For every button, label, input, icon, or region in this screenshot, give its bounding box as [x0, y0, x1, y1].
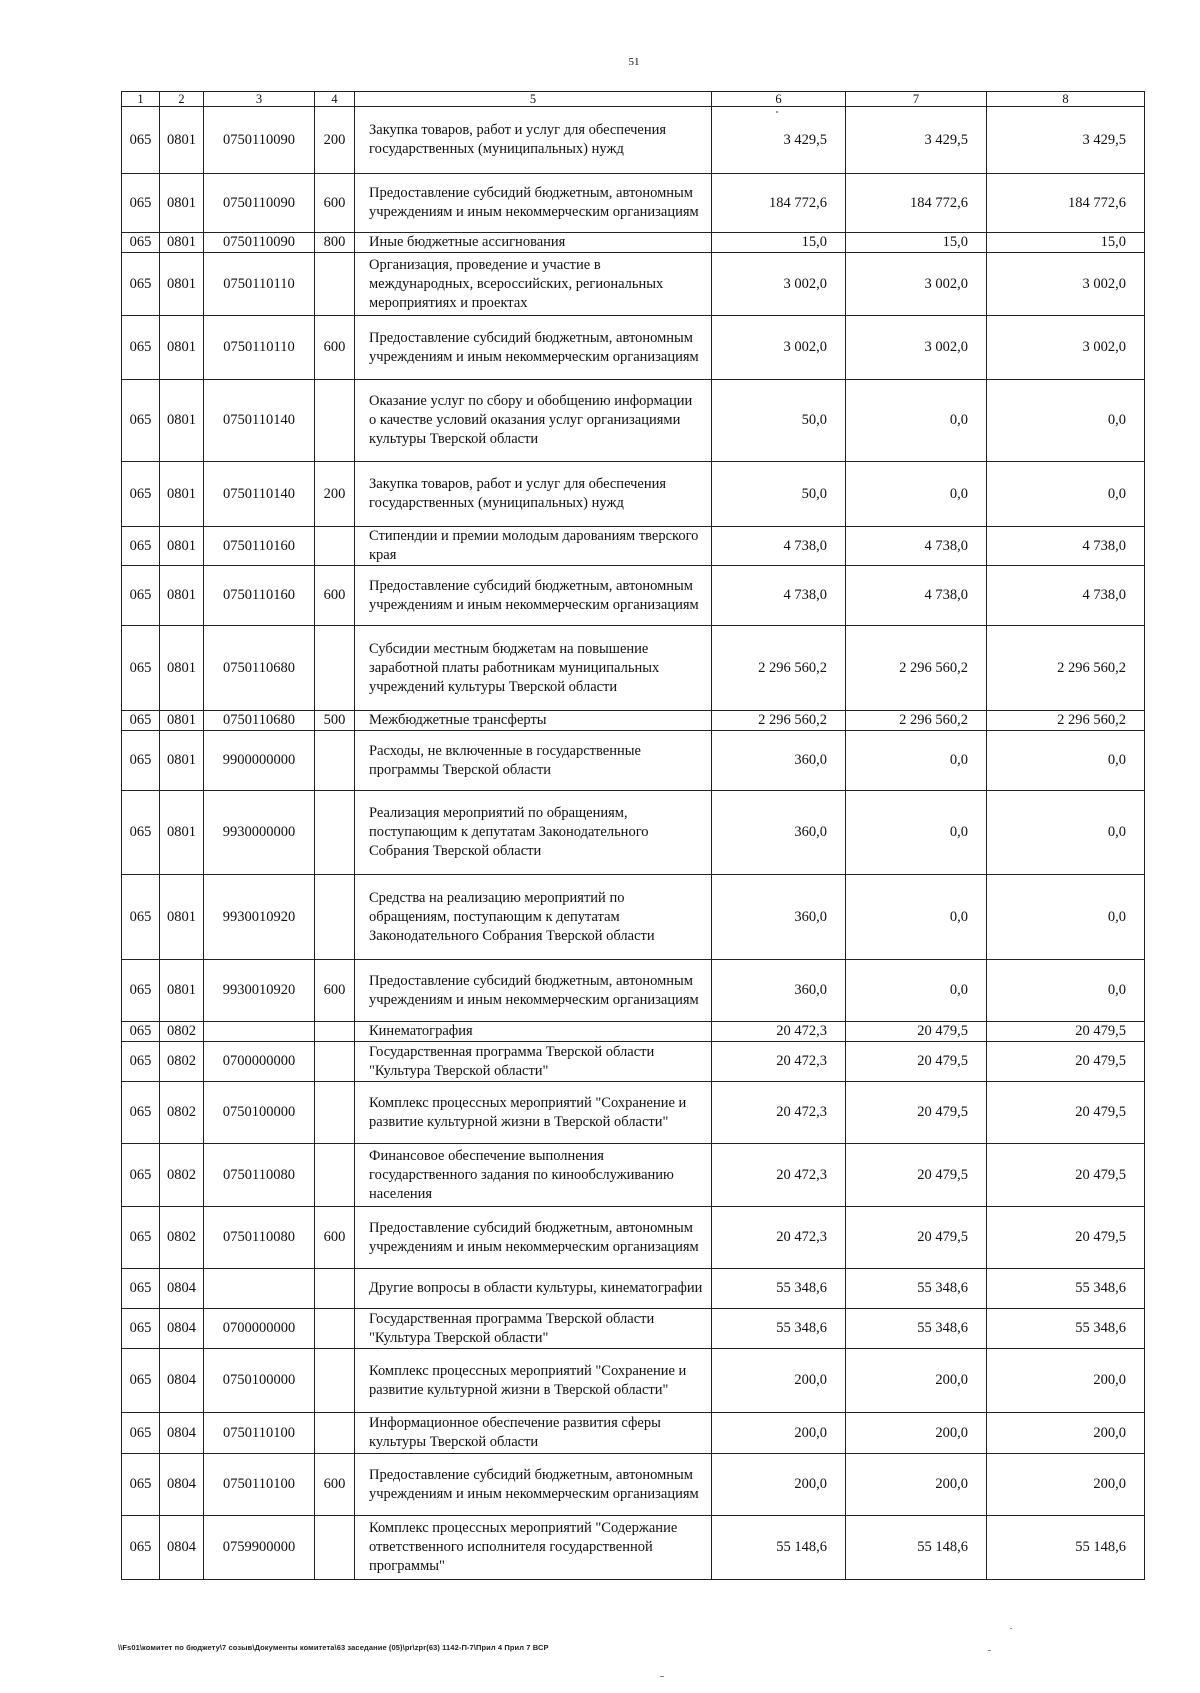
- cell-value-col6: 50,0: [712, 380, 846, 462]
- cell-expense-type: 500: [315, 711, 355, 731]
- cell-value-col7: 55 348,6: [846, 1269, 987, 1309]
- cell-value-col8: 4 738,0: [987, 566, 1145, 626]
- cell-section: 0804: [160, 1269, 204, 1309]
- cell-value-col8: 184 772,6: [987, 174, 1145, 233]
- cell-name: Предоставление субсидий бюджетным, автономным учреждениям и иным некоммерческим организациям: [355, 316, 712, 380]
- cell-target-article: 0750110140: [204, 462, 315, 527]
- cell-name: Расходы, не включенные в государственные программы Тверской области: [355, 731, 712, 791]
- table-row: [122, 462, 1145, 527]
- cell-value-col6: 2 296 560,2: [712, 626, 846, 711]
- table-row: [122, 1042, 1145, 1082]
- cell-expense-type: [315, 380, 355, 462]
- cell-value-col8: 3 002,0: [987, 253, 1145, 316]
- cell-name: Оказание услуг по сбору и обобщению информации о качестве условий оказания услуг организациями культуры Тверской области: [355, 380, 712, 462]
- cell-value-col7: 3 002,0: [846, 253, 987, 316]
- cell-target-article: 0750100000: [204, 1082, 315, 1144]
- cell-value-col6: 15,0: [712, 233, 846, 253]
- cell-section: 0804: [160, 1454, 204, 1516]
- cell-expense-type: [315, 1309, 355, 1349]
- table-row: [122, 1144, 1145, 1207]
- cell-target-article: 0750110160: [204, 566, 315, 626]
- cell-chapter: 065: [122, 960, 160, 1022]
- table-row: [122, 174, 1145, 233]
- cell-value-col7: 4 738,0: [846, 566, 987, 626]
- cell-section: 0801: [160, 566, 204, 626]
- table-row: [122, 253, 1145, 316]
- cell-expense-type: [315, 1413, 355, 1454]
- cell-chapter: 065: [122, 233, 160, 253]
- cell-expense-type: 600: [315, 960, 355, 1022]
- header-cell-5: 5: [355, 92, 712, 107]
- cell-value-col6: 360,0: [712, 960, 846, 1022]
- header-row: [122, 92, 1145, 107]
- cell-chapter: 065: [122, 527, 160, 566]
- cell-value-col8: 2 296 560,2: [987, 711, 1145, 731]
- cell-section: 0801: [160, 711, 204, 731]
- cell-value-col7: 184 772,6: [846, 174, 987, 233]
- cell-value-col8: 0,0: [987, 960, 1145, 1022]
- cell-chapter: 065: [122, 380, 160, 462]
- table-row: [122, 1413, 1145, 1454]
- cell-expense-type: [315, 1082, 355, 1144]
- cell-chapter: 065: [122, 107, 160, 174]
- cell-section: 0801: [160, 791, 204, 875]
- cell-expense-type: 600: [315, 566, 355, 626]
- cell-value-col6: 2 296 560,2: [712, 711, 846, 731]
- cell-target-article: [204, 1269, 315, 1309]
- cell-value-col7: 0,0: [846, 462, 987, 527]
- cell-chapter: 065: [122, 462, 160, 527]
- cell-chapter: 065: [122, 253, 160, 316]
- cell-target-article: 0750110140: [204, 380, 315, 462]
- cell-value-col6: 50,0: [712, 462, 846, 527]
- cell-value-col6: 360,0: [712, 875, 846, 960]
- cell-value-col7: 20 479,5: [846, 1042, 987, 1082]
- cell-value-col8: 200,0: [987, 1454, 1145, 1516]
- cell-value-col8: 15,0: [987, 233, 1145, 253]
- cell-value-col6: 200,0: [712, 1349, 846, 1413]
- table-row: [122, 527, 1145, 566]
- cell-expense-type: [315, 731, 355, 791]
- cell-target-article: 0759900000: [204, 1516, 315, 1580]
- cell-name: Реализация мероприятий по обращениям, поступающим к депутатам Законодательного Собрания Тверской области: [355, 791, 712, 875]
- cell-section: 0801: [160, 174, 204, 233]
- cell-chapter: 065: [122, 1454, 160, 1516]
- header-cell-2: 2: [160, 92, 204, 107]
- cell-value-col7: 0,0: [846, 380, 987, 462]
- table-row: [122, 1082, 1145, 1144]
- table-row: [122, 107, 1145, 174]
- cell-section: 0801: [160, 626, 204, 711]
- cell-chapter: 065: [122, 316, 160, 380]
- cell-value-col6: 20 472,3: [712, 1144, 846, 1207]
- table-row: [122, 875, 1145, 960]
- cell-target-article: 9930010920: [204, 875, 315, 960]
- cell-value-col6: 360,0: [712, 791, 846, 875]
- cell-section: 0801: [160, 107, 204, 174]
- budget-table-container: [121, 91, 1144, 1580]
- cell-value-col8: 200,0: [987, 1349, 1145, 1413]
- cell-name: Средства на реализацию мероприятий по обращениям, поступающим к депутатам Законодательного Собрания Тверской области: [355, 875, 712, 960]
- cell-target-article: 0750110090: [204, 107, 315, 174]
- cell-value-col6: 184 772,6: [712, 174, 846, 233]
- cell-expense-type: [315, 626, 355, 711]
- cell-chapter: 065: [122, 731, 160, 791]
- cell-expense-type: 600: [315, 174, 355, 233]
- cell-value-col8: 0,0: [987, 462, 1145, 527]
- cell-name: Предоставление субсидий бюджетным, автономным учреждениям и иным некоммерческим организациям: [355, 174, 712, 233]
- scan-speck: [776, 111, 778, 113]
- cell-value-col7: 2 296 560,2: [846, 711, 987, 731]
- cell-section: 0801: [160, 462, 204, 527]
- table-row: [122, 1207, 1145, 1269]
- cell-value-col8: 20 479,5: [987, 1207, 1145, 1269]
- cell-expense-type: [315, 791, 355, 875]
- cell-target-article: 9900000000: [204, 731, 315, 791]
- cell-value-col7: 55 348,6: [846, 1309, 987, 1349]
- table-row: [122, 711, 1145, 731]
- cell-chapter: 065: [122, 1042, 160, 1082]
- table-body: [122, 107, 1145, 1580]
- cell-value-col6: 20 472,3: [712, 1022, 846, 1042]
- cell-name: Межбюджетные трансферты: [355, 711, 712, 731]
- cell-value-col6: 200,0: [712, 1413, 846, 1454]
- cell-target-article: 0750110160: [204, 527, 315, 566]
- table-row: [122, 626, 1145, 711]
- table-row: [122, 1349, 1145, 1413]
- cell-section: 0801: [160, 233, 204, 253]
- cell-chapter: 065: [122, 1349, 160, 1413]
- cell-value-col8: 55 148,6: [987, 1516, 1145, 1580]
- scan-speck: [1010, 1628, 1012, 1629]
- cell-section: 0804: [160, 1349, 204, 1413]
- header-cell-4: 4: [315, 92, 355, 107]
- cell-target-article: 0700000000: [204, 1309, 315, 1349]
- cell-value-col6: 4 738,0: [712, 566, 846, 626]
- table-row: [122, 1454, 1145, 1516]
- cell-expense-type: [315, 875, 355, 960]
- header-cell-8: 8: [987, 92, 1145, 107]
- cell-target-article: 0750100000: [204, 1349, 315, 1413]
- cell-value-col7: 0,0: [846, 791, 987, 875]
- cell-chapter: 065: [122, 875, 160, 960]
- cell-section: 0801: [160, 316, 204, 380]
- cell-name: Иные бюджетные ассигнования: [355, 233, 712, 253]
- cell-chapter: 065: [122, 1269, 160, 1309]
- page-number: 51: [628, 56, 640, 68]
- cell-name: Организация, проведение и участие в международных, всероссийских, региональных мероприятиях и проектах: [355, 253, 712, 316]
- cell-value-col7: 20 479,5: [846, 1207, 987, 1269]
- cell-expense-type: 200: [315, 462, 355, 527]
- cell-value-col7: 200,0: [846, 1454, 987, 1516]
- cell-name: Государственная программа Тверской области "Культура Тверской области": [355, 1309, 712, 1349]
- cell-target-article: 9930010920: [204, 960, 315, 1022]
- cell-chapter: 065: [122, 711, 160, 731]
- table-row: [122, 380, 1145, 462]
- cell-section: 0804: [160, 1413, 204, 1454]
- cell-value-col8: 0,0: [987, 791, 1145, 875]
- cell-value-col6: 55 348,6: [712, 1269, 846, 1309]
- cell-expense-type: [315, 1349, 355, 1413]
- cell-name: Информационное обеспечение развития сферы культуры Тверской области: [355, 1413, 712, 1454]
- table-row: [122, 960, 1145, 1022]
- cell-section: 0802: [160, 1042, 204, 1082]
- cell-value-col8: 0,0: [987, 875, 1145, 960]
- cell-section: 0801: [160, 380, 204, 462]
- cell-expense-type: [315, 1269, 355, 1309]
- cell-value-col7: 0,0: [846, 731, 987, 791]
- cell-value-col6: 20 472,3: [712, 1042, 846, 1082]
- cell-chapter: 065: [122, 1082, 160, 1144]
- cell-chapter: 065: [122, 174, 160, 233]
- cell-target-article: [204, 1022, 315, 1042]
- cell-section: 0801: [160, 731, 204, 791]
- header-cell-6: 6: [712, 92, 846, 107]
- cell-value-col8: 55 348,6: [987, 1309, 1145, 1349]
- cell-expense-type: 600: [315, 316, 355, 380]
- cell-name: Кинематография: [355, 1022, 712, 1042]
- cell-expense-type: [315, 527, 355, 566]
- cell-chapter: 065: [122, 1022, 160, 1042]
- cell-section: 0802: [160, 1144, 204, 1207]
- cell-value-col6: 360,0: [712, 731, 846, 791]
- table-row: [122, 316, 1145, 380]
- cell-value-col8: 55 348,6: [987, 1269, 1145, 1309]
- table-row: [122, 1516, 1145, 1580]
- cell-name: Предоставление субсидий бюджетным, автономным учреждениям и иным некоммерческим организациям: [355, 1207, 712, 1269]
- cell-expense-type: [315, 1516, 355, 1580]
- cell-value-col8: 4 738,0: [987, 527, 1145, 566]
- cell-value-col6: 200,0: [712, 1454, 846, 1516]
- cell-value-col6: 4 738,0: [712, 527, 846, 566]
- cell-name: Комплекс процессных мероприятий "Содержание ответственного исполнителя государственной программы": [355, 1516, 712, 1580]
- cell-target-article: 0700000000: [204, 1042, 315, 1082]
- budget-table: [121, 91, 1145, 1580]
- cell-name: Субсидии местным бюджетам на повышение заработной платы работникам муниципальных учреждений культуры Тверской области: [355, 626, 712, 711]
- scan-speck: [988, 1650, 991, 1651]
- cell-chapter: 065: [122, 1207, 160, 1269]
- cell-value-col7: 2 296 560,2: [846, 626, 987, 711]
- cell-expense-type: [315, 253, 355, 316]
- cell-section: 0804: [160, 1309, 204, 1349]
- cell-value-col8: 3 002,0: [987, 316, 1145, 380]
- cell-expense-type: [315, 1144, 355, 1207]
- cell-value-col7: 3 429,5: [846, 107, 987, 174]
- cell-chapter: 065: [122, 1144, 160, 1207]
- cell-value-col6: 20 472,3: [712, 1207, 846, 1269]
- cell-target-article: 0750110080: [204, 1207, 315, 1269]
- cell-target-article: 0750110100: [204, 1454, 315, 1516]
- cell-name: Другие вопросы в области культуры, кинематографии: [355, 1269, 712, 1309]
- table-row: [122, 1309, 1145, 1349]
- cell-target-article: 0750110090: [204, 233, 315, 253]
- cell-value-col6: 3 002,0: [712, 253, 846, 316]
- cell-target-article: 0750110090: [204, 174, 315, 233]
- cell-value-col7: 200,0: [846, 1349, 987, 1413]
- cell-value-col8: 0,0: [987, 731, 1145, 791]
- cell-expense-type: 800: [315, 233, 355, 253]
- cell-value-col7: 0,0: [846, 960, 987, 1022]
- cell-section: 0801: [160, 960, 204, 1022]
- cell-section: 0804: [160, 1516, 204, 1580]
- cell-value-col8: 0,0: [987, 380, 1145, 462]
- cell-section: 0802: [160, 1207, 204, 1269]
- cell-value-col7: 15,0: [846, 233, 987, 253]
- cell-name: Государственная программа Тверской области "Культура Тверской области": [355, 1042, 712, 1082]
- cell-value-col6: 55 348,6: [712, 1309, 846, 1349]
- cell-value-col7: 0,0: [846, 875, 987, 960]
- footer-file-path: \\Fs01\комитет по бюджету\7 созыв\Документы комитета\63 заседание (05)\pr\zpr(63) 1142-П-7\Прил 4 Прил 7 ВСР: [118, 1643, 549, 1652]
- cell-value-col8: 20 479,5: [987, 1082, 1145, 1144]
- cell-expense-type: 600: [315, 1207, 355, 1269]
- cell-value-col6: 3 429,5: [712, 107, 846, 174]
- cell-value-col7: 20 479,5: [846, 1082, 987, 1144]
- table-row: [122, 566, 1145, 626]
- cell-expense-type: 200: [315, 107, 355, 174]
- cell-section: 0801: [160, 527, 204, 566]
- cell-name: Финансовое обеспечение выполнения государственного задания по кинообслуживанию населения: [355, 1144, 712, 1207]
- cell-value-col7: 3 002,0: [846, 316, 987, 380]
- cell-name: Предоставление субсидий бюджетным, автономным учреждениям и иным некоммерческим организациям: [355, 1454, 712, 1516]
- cell-name: Стипендии и премии молодым дарованиям тверского края: [355, 527, 712, 566]
- cell-value-col8: 20 479,5: [987, 1144, 1145, 1207]
- cell-value-col6: 20 472,3: [712, 1082, 846, 1144]
- cell-section: 0801: [160, 253, 204, 316]
- cell-chapter: 065: [122, 1309, 160, 1349]
- cell-value-col8: 20 479,5: [987, 1022, 1145, 1042]
- cell-name: Закупка товаров, работ и услуг для обеспечения государственных (муниципальных) нужд: [355, 107, 712, 174]
- cell-section: 0802: [160, 1022, 204, 1042]
- cell-value-col7: 20 479,5: [846, 1022, 987, 1042]
- header-cell-3: 3: [204, 92, 315, 107]
- table-row: [122, 731, 1145, 791]
- header-cell-1: 1: [122, 92, 160, 107]
- cell-target-article: 0750110680: [204, 626, 315, 711]
- cell-expense-type: 600: [315, 1454, 355, 1516]
- cell-value-col7: 55 148,6: [846, 1516, 987, 1580]
- cell-name: Комплекс процессных мероприятий "Сохранение и развитие культурной жизни в Тверской области": [355, 1349, 712, 1413]
- cell-section: 0802: [160, 1082, 204, 1144]
- table-row: [122, 1269, 1145, 1309]
- cell-target-article: 9930000000: [204, 791, 315, 875]
- cell-target-article: 0750110680: [204, 711, 315, 731]
- cell-value-col8: 200,0: [987, 1413, 1145, 1454]
- cell-target-article: 0750110100: [204, 1413, 315, 1454]
- cell-value-col6: 3 002,0: [712, 316, 846, 380]
- cell-value-col8: 3 429,5: [987, 107, 1145, 174]
- cell-name: Предоставление субсидий бюджетным, автономным учреждениям и иным некоммерческим организациям: [355, 960, 712, 1022]
- cell-chapter: 065: [122, 791, 160, 875]
- cell-chapter: 065: [122, 1413, 160, 1454]
- cell-target-article: 0750110110: [204, 253, 315, 316]
- header-cell-7: 7: [846, 92, 987, 107]
- cell-name: Закупка товаров, работ и услуг для обеспечения государственных (муниципальных) нужд: [355, 462, 712, 527]
- cell-section: 0801: [160, 875, 204, 960]
- cell-target-article: 0750110110: [204, 316, 315, 380]
- cell-value-col7: 200,0: [846, 1413, 987, 1454]
- table-row: [122, 233, 1145, 253]
- table-row: [122, 1022, 1145, 1042]
- cell-value-col6: 55 148,6: [712, 1516, 846, 1580]
- cell-expense-type: [315, 1022, 355, 1042]
- cell-value-col8: 20 479,5: [987, 1042, 1145, 1082]
- cell-chapter: 065: [122, 626, 160, 711]
- cell-target-article: 0750110080: [204, 1144, 315, 1207]
- table-row: [122, 791, 1145, 875]
- cell-chapter: 065: [122, 1516, 160, 1580]
- cell-value-col7: 4 738,0: [846, 527, 987, 566]
- cell-name: Комплекс процессных мероприятий "Сохранение и развитие культурной жизни в Тверской области": [355, 1082, 712, 1144]
- cell-value-col7: 20 479,5: [846, 1144, 987, 1207]
- cell-value-col8: 2 296 560,2: [987, 626, 1145, 711]
- scan-speck: [660, 1676, 664, 1677]
- cell-expense-type: [315, 1042, 355, 1082]
- cell-chapter: 065: [122, 566, 160, 626]
- cell-name: Предоставление субсидий бюджетным, автономным учреждениям и иным некоммерческим организациям: [355, 566, 712, 626]
